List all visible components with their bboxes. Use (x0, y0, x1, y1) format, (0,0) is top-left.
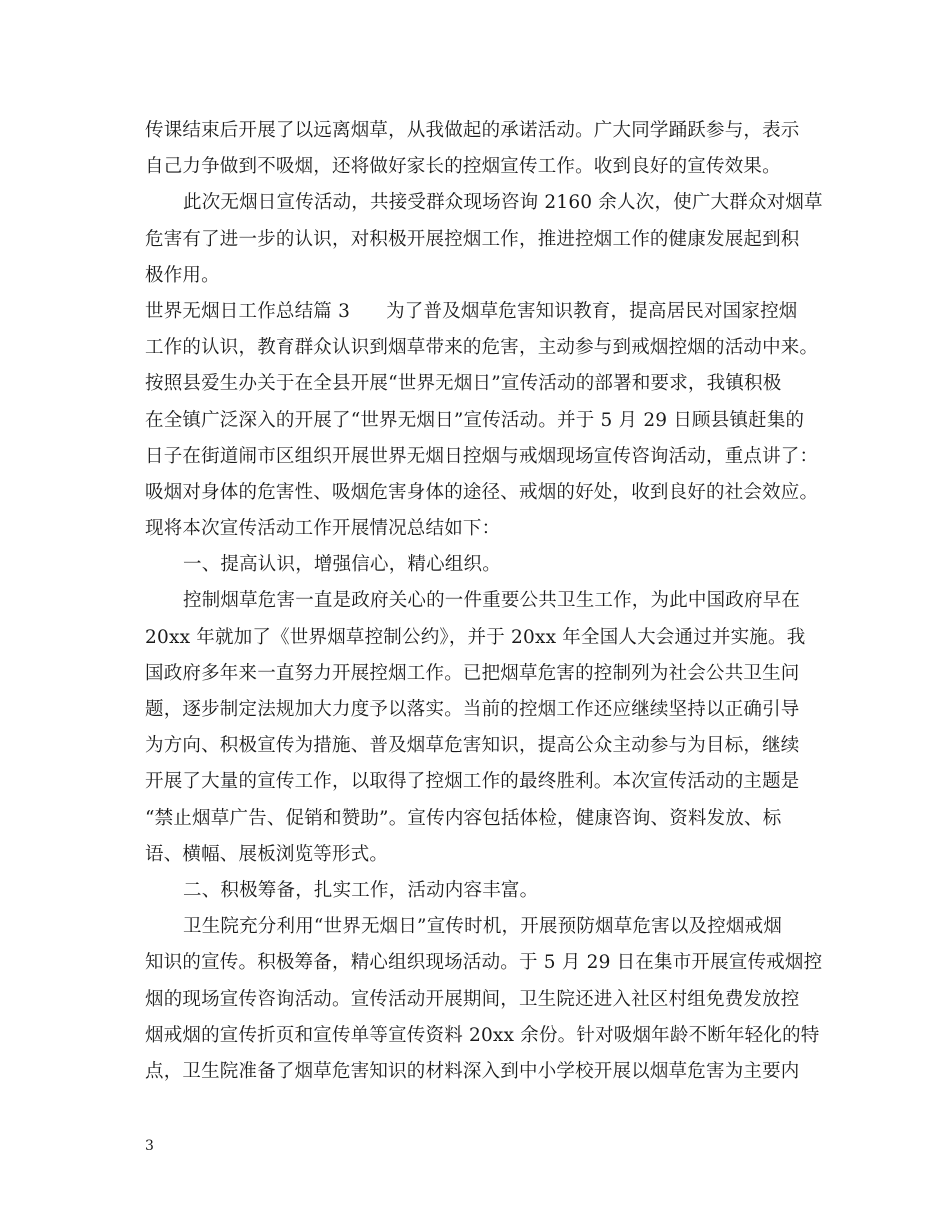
text-line: 点，卫生院准备了烟草危害知识的材料深入到中小学校开展以烟草危害为主要内 (145, 1060, 800, 1082)
text-line: “禁止烟草广告、促销和赞助”。宣传内容包括体检，健康咨询、资料发放、标 (145, 807, 782, 829)
text-line: 20xx 年就加了《世界烟草控制公约》，并于 20xx 年全国人大会通过并实施。我 (145, 626, 806, 648)
paragraph-start: 此次无烟日宣传活动，共接受群众现场咨询 2160 余人次，使广大群众对烟草 (183, 192, 823, 214)
paragraph-start: 控制烟草危害一直是政府关心的一件重要公共卫生工作，为此中国政府早在 (183, 590, 801, 612)
text-line: 为了普及烟草危害知识教育，提高居民对国家控烟 (386, 300, 798, 322)
text-line: 按照县爱生办关于在全县开展“世界无烟日”宣传活动的部署和要求，我镇积极 (145, 373, 782, 395)
text-line: 极作用。 (145, 264, 220, 286)
text-line: 吸烟对身体的危害性、吸烟危害身体的途径、戒烟的好处，收到良好的社会效应。 (145, 481, 819, 503)
subsection-heading: 二、积极筹备，扎实工作，活动内容丰富。 (183, 879, 539, 901)
text-line: 知识的宣传。积极筹备，精心组织现场活动。于 5 月 29 日在集市开展宣传戒烟控 (145, 952, 823, 974)
text-line: 自己力争做到不吸烟，还将做好家长的控烟宣传工作。收到良好的宣传效果。 (145, 156, 781, 178)
text-line: 日子在街道闹市区组织开展世界无烟日控烟与戒烟现场宣传咨询活动，重点讲了： (145, 445, 819, 467)
body-text (145, 113, 823, 1090)
text-line: 传课结束后开展了以远离烟草，从我做起的承诺活动。广大同学踊跃参与，表示 (145, 120, 800, 141)
text-line: 工作的认识，教育群众认识到烟草带来的危害，主动参与到戒烟控烟的活动中来。 (145, 337, 819, 359)
text-line: 烟戒烟的宣传折页和宣传单等宣传资料 20xx 余份。针对吸烟年龄不断年轻化的特 (145, 1024, 820, 1046)
text-line: 在全镇广泛深入的开展了“世界无烟日”宣传活动。并于 5 月 29 日顾县镇赶集的 (145, 409, 805, 431)
section-heading-line (145, 294, 815, 330)
text-line: 为方向、积极宣传为措施、普及烟草危害知识，提高公众主动参与为目标，继续 (145, 735, 800, 757)
page-number: 3 (145, 1138, 154, 1154)
section-heading: 世界无烟日工作总结篇 3 (145, 300, 351, 322)
text-line: 语、横幅、展板浏览等形式。 (145, 843, 389, 865)
paragraph-start: 卫生院充分利用“世界无烟日”宣传时机，开展预防烟草危害以及控烟戒烟 (183, 916, 783, 938)
subsection-heading: 一、提高认识，增强信心，精心组织。 (183, 554, 501, 576)
text-line: 国政府多年来一直努力开展控烟工作。已把烟草危害的控制列为社会公共卫生问 (145, 662, 800, 684)
text-line: 现将本次宣传活动工作开展情况总结如下： (145, 518, 501, 540)
text-line: 危害有了进一步的认识，对积极开展控烟工作，推进控烟工作的健康发展起到积 (145, 228, 800, 250)
text-line: 烟的现场宣传咨询活动。宣传活动开展期间，卫生院还进入社区村组免费发放控 (145, 988, 800, 1010)
text-line: 开展了大量的宣传工作，以取得了控烟工作的最终胜利。本次宣传活动的主题是 (145, 771, 800, 793)
text-line: 题，逐步制定法规加大力度予以落实。当前的控烟工作还应继续坚持以正确引导 (145, 699, 800, 720)
